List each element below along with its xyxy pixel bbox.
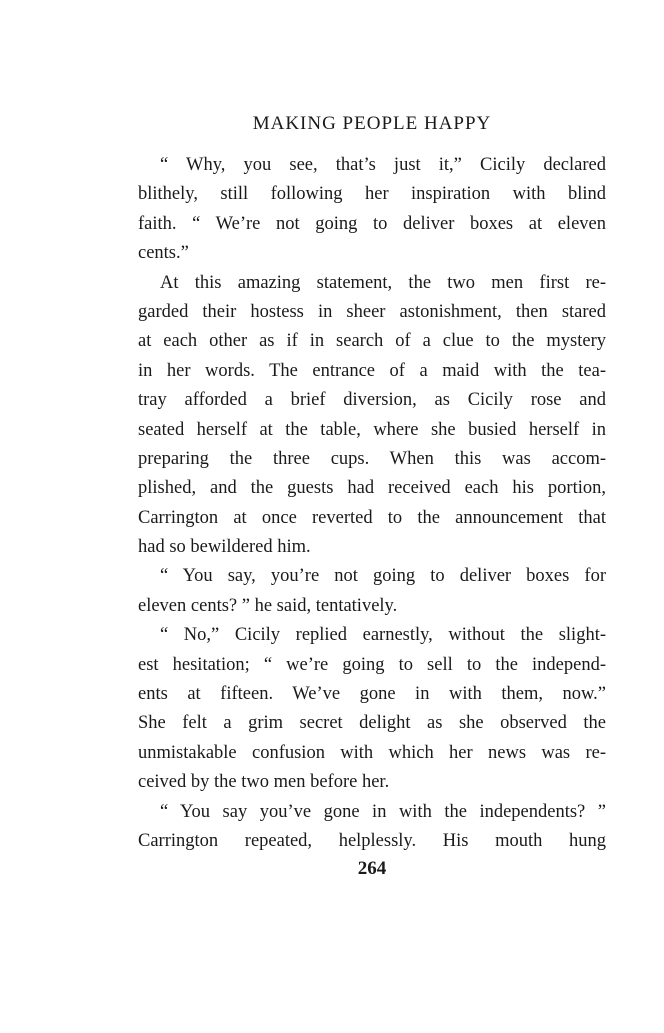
text-line: tray afforded a brief diversion, as Cicily rose and [138, 390, 606, 411]
text-line: garded their hostess in sheer astonishment, then stared [138, 301, 606, 322]
text-line: had so bewildered him. [138, 537, 311, 558]
text-line: ents at fifteen. We’ve gone in with them, now.” [138, 684, 606, 705]
page-number: 264 [357, 858, 387, 879]
text-line: ceived by the two men before her. [138, 772, 390, 793]
body-text [138, 151, 606, 856]
running-head: MAKING PEOPLE HAPPY [252, 113, 492, 134]
text-line: at each other as if in search of a clue to the mystery [138, 331, 606, 352]
text-line: unmistakable confusion with which her news was re- [138, 742, 606, 763]
text-line: “ Why, you see, that’s just it,” Cicily declared [160, 155, 606, 175]
text-line: eleven cents? ” he said, tentatively. [138, 595, 398, 616]
text-line: cents.” [138, 243, 189, 264]
text-line: in her words. The entrance of a maid with the tea- [138, 360, 606, 381]
text-line: preparing the three cups. When this was accom- [138, 448, 606, 469]
text-line: est hesitation; “ we’re going to sell to the independ- [138, 654, 606, 675]
text-line: “ You say you’ve gone in with the independents? ” [160, 801, 606, 822]
text-line: blithely, still following her inspiration with blind [138, 184, 606, 205]
text-line: Carrington at once reverted to the announcement that [138, 507, 606, 528]
text-line: At this amazing statement, the two men first re- [160, 272, 606, 293]
text-line: faith. “ We’re not going to deliver boxes at eleven [138, 213, 606, 234]
text-line: Carrington repeated, helplessly. His mouth hung [138, 830, 606, 851]
text-line: plished, and the guests had received each his portion, [138, 478, 606, 499]
text-line: “ You say, you’re not going to deliver boxes for [160, 566, 606, 587]
text-line: “ No,” Cicily replied earnestly, without the slight- [160, 625, 606, 646]
text-line: seated herself at the table, where she busied herself in [138, 419, 606, 440]
text-line: She felt a grim secret delight as she observed the [138, 713, 606, 734]
